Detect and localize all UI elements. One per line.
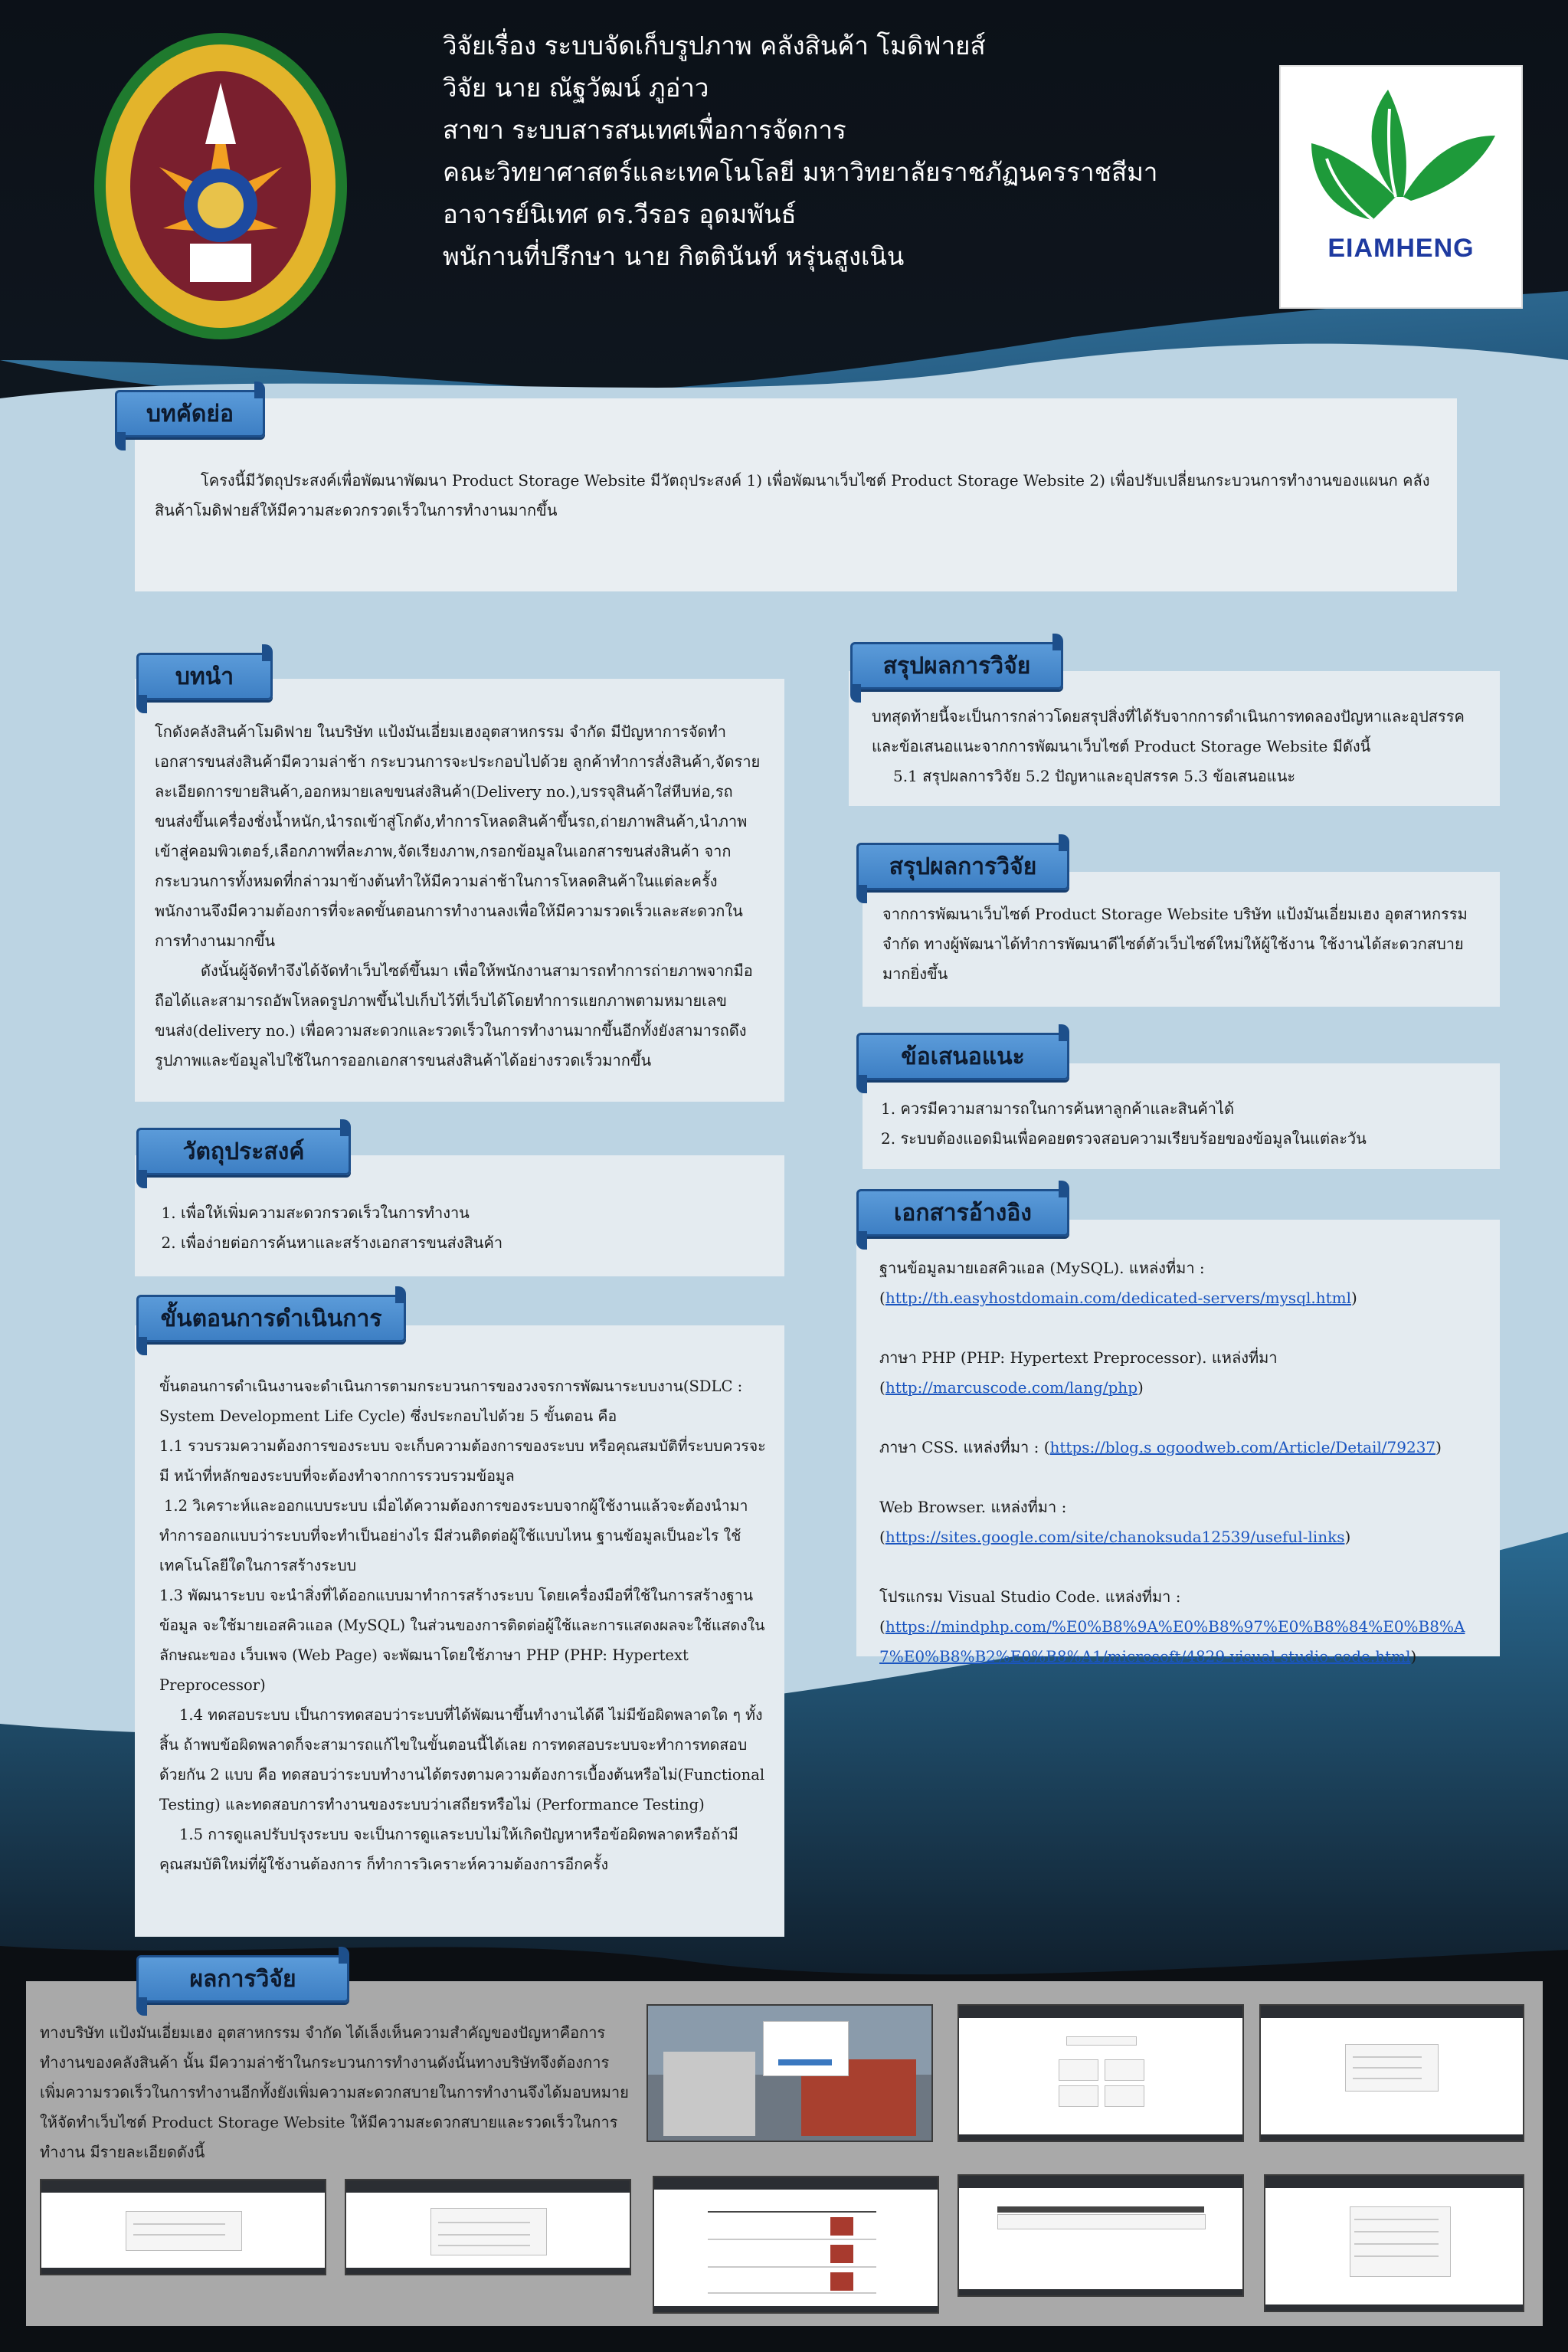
reference-row: ภาษา PHP (PHP: Hypertext Preprocessor). แหล่งที่มา (http://marcuscode.com/lang/php)	[879, 1348, 1278, 1397]
intro-heading: บทนำ	[136, 653, 273, 700]
abstract-heading: บทคัดย่อ	[115, 390, 265, 437]
company-logo	[1279, 65, 1523, 309]
screenshot-detail-form	[1264, 2174, 1524, 2312]
reference-label: Web Browser. แหล่งที่มา :	[879, 1498, 1067, 1516]
research-title: วิจัยเรื่อง ระบบจัดเก็บรูปภาพ คลังสินค้า โมดิฟายส์	[443, 31, 986, 61]
reference-link[interactable]: https://mindphp.com/%E0%B8%9A%E0%B8%97%E0%B8%84%E0%B8%A7%E0%B8%B2%E0%B8%A1/microsoft/4829-visual-studio-code.html	[879, 1617, 1465, 1666]
references-heading: เอกสารอ้างอิง	[856, 1189, 1069, 1237]
abstract-text: โครงนี้มีวัตถุประสงค์เพื่อพัฒนาพัฒนา Product Storage Website มีวัตถุประสงค์ 1) เพื่อพัฒนาเว็บไซต์ Product Storage Website 2) เพื่อปรับเปลี่ยนกระบวนการทำงานของแผนก คลังสินค้าโมดิฟายส์ให้มีความสะดวกรวดเร็วในการทำงานมากขึ้น	[155, 471, 1430, 519]
advisor-name: อาจารย์นิเทศ ดร.วีรอร อุดมพันธ์	[443, 199, 797, 229]
reference-link-row: (https://sites.google.com/site/chanoksuda12539/useful-links)	[879, 1528, 1351, 1546]
reference-link[interactable]: https://sites.google.com/site/chanoksuda12539/useful-links	[885, 1528, 1345, 1546]
references-panel	[856, 1220, 1500, 1666]
intro-paragraph-2: ดังนั้นผู้จัดทำจึงได้จัดทำเว็บไซต์ขึ้นมา เพื่อให้พนักงานสามารถทำการถ่ายภาพจากมือถือได้และสามารถอัพโหลดรูปภาพขึ้นไปเก็บไว้ที่เว็บได้โดยทำการแยกภาพตามหมายเลขขนส่ง(delivery no.) เพื่อความสะดวกและรวดเร็วในการทำงานมากขึ้นอีกทั้งยังสามารถดึงรูปภาพและข้อมูลไปใช้ในการออกเอกสารขนส่งสินค้าได้อย่างรวดเร็วมากขึ้น	[155, 961, 753, 1070]
procedure-panel	[135, 1325, 784, 1937]
reference-link[interactable]: http://marcuscode.com/lang/php	[885, 1378, 1138, 1397]
program-name: สาขา ระบบสารสนเทศเพื่อการจัดการ	[443, 115, 846, 145]
conclusion-panel	[863, 872, 1500, 1007]
procedure-step: 1.1 รวบรวมความต้องการของระบบ จะเก็บความต้องการของระบบ หรือคุณสมบัติที่ระบบควรจะมี หน้าที่หลักของระบบที่จะต้องทำจากการรวบรวมข้อมูล	[159, 1437, 766, 1485]
company-mentor-name: พนักานที่ปรึกษา นาย กิตตินันท์ หรุ่นสูงเนิน	[443, 241, 905, 271]
screenshot-dashboard	[957, 2004, 1244, 2142]
summary-text: บทสุดท้ายนี้จะเป็นการกล่าวโดยสรุปสิ่งที่ได้รับจากการดำเนินการทดลองปัญหาและอุปสรรคและข้อเสนอแนะจากการพัฒนาเว็บไซต์ Product Storage Website มีดังนี้	[872, 707, 1465, 755]
summary-items: 5.1 สรุปผลการวิจัย 5.2 ปัญหาและอุปสรรค 5.3 ข้อเสนอแนะ	[893, 767, 1296, 785]
suggestion-item: 1. ควรมีความสามารถในการค้นหาลูกค้าและสินค้าได้	[881, 1099, 1235, 1118]
results-text: ทางบริษัท แป้งมันเอี่ยมเฮง อุตสาหกรรม จำกัด ได้เล็งเห็นความสำคัญของปัญหาคือการทำงานของคลังสินค้า นั้น มีความล่าช้าในกระบวนการทำงานดังนั้นทางบริษัทจึงต้องการเพิ่มความรวดเร็วในการทำงานอีกทั้งยังเพิ่มความสะดวกสบายในการทำงานจึงได้มอบหมายให้จัดทำเว็บไซต์ Product Storage Website ให้มีความสะดวกสบายและรวดเร็วในการทำงาน มีรายละเอียดดังนี้	[40, 2023, 629, 2161]
procedure-step: 1.2 วิเคราะห์และออกแบบระบบ เมื่อได้ความต้องการของระบบจากผู้ใช้งานแล้วจะต้องนำมาทำการออกแบบว่าระบบที่จะทำเป็นอย่างไร มีส่วนติดต่อผู้ใช้แบบไหน ฐานข้อมูลเป็นอะไร ใช้เทคโนโลยีใดในการสร้างระบบ	[159, 1497, 748, 1574]
conclusion-heading: สรุปผลการวิจัย	[856, 843, 1069, 890]
screenshot-image-list	[653, 2176, 939, 2314]
reference-row: ภาษา CSS. แหล่งที่มา : (https://blog.s ogoodweb.com/Article/Detail/79237)	[879, 1438, 1442, 1456]
reference-label: ฐานข้อมูลมายเอสคิวแอล (MySQL). แหล่งที่มา :	[879, 1259, 1205, 1277]
intro-paragraph-1: โกดังคลังสินค้าโมดิฟาย ในบริษัท แป้งมันเอี่ยมเฮงอุตสาหกรรม จำกัด มีปัญหาการจัดทำเอกสารขนส่งสินค้ามีความล่าช้า กระบวนการจะประกอบไปด้วย ลูกค้าทำการสั่งสินค้า,จัดรายละเอียดการขายสินค้า,ออกหมายเลขขนส่งสินค้า(Delivery no.),บรรจุสินค้าใส่หีบห่อ,รถขนส่งขึ้นเครื่องชั่งน้ำหนัก,นำรถเข้าสู่โกดัง,ทำการโหลดสินค้าขึ้นรถ,ถ่ายภาพสินค้า,นำภาพเข้าสู่คอมพิวเตอร์,เลือกภาพที่ละภาพ,จัดเรียงภาพ,กรอกข้อมูลในเอกสารขนส่งสินค้า จากกระบวนการทั้งหมดที่กล่าวมาข้างต้นทำให้มีความล่าช้าในการโหลดสินค้าในแต่ละครั้งพนักงานจึงมีความต้องการที่จะลดขั้นตอนการทำงานลงเพื่อให้มีความรวดเร็วและสะดวกในการทำงานมากขึ้น	[155, 722, 761, 950]
poster-header	[443, 31, 1247, 283]
photo-screenshot-login	[647, 2004, 933, 2142]
summary-heading: สรุปผลการวิจัย	[850, 642, 1063, 690]
reference-label: ภาษา CSS. แหล่งที่มา :	[879, 1438, 1039, 1456]
screenshot-delivery-table	[957, 2174, 1244, 2297]
suggestions-heading: ข้อเสนอแนะ	[856, 1033, 1069, 1080]
reference-link-row: (https://mindphp.com/%E0%B8%9A%E0%B8%97%E0%B8%84%E0%B8%A7%E0%B8%B2%E0%B8%A1/microsoft/4829-visual-studio-code.html)	[879, 1617, 1465, 1666]
objective-item: 1. เพื่อให้เพิ่มความสะดวกรวดเร็วในการทำงาน	[181, 1198, 768, 1228]
university-emblem	[90, 29, 351, 343]
reference-link[interactable]: http://th.easyhostdomain.com/dedicated-servers/mysql.html	[885, 1289, 1352, 1307]
screenshot-search-form	[40, 2179, 326, 2275]
reference-link-row: (http://th.easyhostdomain.com/dedicated-servers/mysql.html)	[879, 1289, 1357, 1307]
abstract-panel	[135, 398, 1457, 591]
results-heading: ผลการวิจัย	[136, 1955, 349, 2003]
procedure-step: 1.4 ทดสอบระบบ เป็นการทดสอบว่าระบบที่ได้พัฒนาขึ้นทำงานได้ดี ไม่มีข้อผิดพลาดใด ๆ ทั้งสิ้น ถ้าพบข้อผิดพลาดก็จะสามารถแก้ไขในขั้นตอนนี้ได้เลย การทดสอบระบบจะทำการทดสอบด้วยกัน 2 แบบ คือ ทดสอบว่าระบบทำงานได้ตรงตามความต้องการเบื้องต้นหรือไม่(Functional Testing) และทดสอบการทำงานของระบบว่าเสถียรหรือไม่ (Performance Testing)	[159, 1706, 765, 1813]
faculty-name: คณะวิทยาศาสตร์และเทคโนโลยี มหาวิทยาลัยราชภัฏนครราชสีมา	[443, 157, 1158, 187]
procedure-intro: ขั้นตอนการดำเนินงานจะดำเนินการตามกระบวนการของวงจรการพัฒนาระบบงาน(SDLC : System Development Life Cycle) ซึ่งประกอบไปด้วย 5 ขั้นตอน คือ	[159, 1377, 743, 1425]
leaf-icon	[1281, 67, 1521, 228]
screenshot-form-small	[1259, 2004, 1524, 2142]
intro-panel	[135, 679, 784, 1102]
suggestion-item: 2. ระบบต้องแอดมินเพื่อคอยตรวจสอบความเรียบร้อยของข้อมูลในแต่ละวัน	[881, 1129, 1367, 1148]
procedure-step: 1.5 การดูแลปรับปรุงระบบ จะเป็นการดูแลระบบไม่ให้เกิดปัญหาหรือข้อผิดพลาดหรือถ้ามีคุณสมบัติใหม่ที่ผู้ใช้งานต้องการ ก็ทำการวิเคราะห์ความต้องการอีกครั้ง	[159, 1826, 738, 1873]
objectives-heading: วัตถุประสงค์	[136, 1128, 351, 1175]
procedure-heading: ขั้นตอนการดำเนินการ	[136, 1295, 406, 1342]
conclusion-text: จากการพัฒนาเว็บไซต์ Product Storage Website บริษัท แป้งมันเอี่ยมเฮง อุตสาหกรรม จำกัด ทางผู้พัฒนาได้ทำการพัฒนาดีไซต์ตัวเว็บไซต์ใหม่ให้ผู้ใช้งาน ใช้งานได้สะดวกสบายมากยิ่งขึ้น	[882, 905, 1468, 983]
reference-label: ภาษา PHP (PHP: Hypertext Preprocessor). แหล่งที่มา	[879, 1348, 1278, 1367]
company-logo-text: EIAMHENG	[1327, 234, 1475, 263]
screenshot-upload-form	[345, 2179, 631, 2275]
objective-item: 2. เพื่อง่ายต่อการค้นหาและสร้างเอกสารขนส่งสินค้า	[181, 1228, 768, 1258]
procedure-step: 1.3 พัฒนาระบบ จะนำสิ่งที่ได้ออกแบบมาทำการสร้างระบบ โดยเครื่องมือที่ใช้ในการสร้างฐานข้อมูล จะใช้มายเอสคิวแอล (MySQL) ในส่วนของการติดต่อผู้ใช้และการแสดงผลจะใช้แสดงในลักษณะของ เว็บเพจ (Web Page) จะพัฒนาโดยใช้ภาษา PHP (PHP: Hypertext Preprocessor)	[159, 1587, 765, 1694]
researcher-name: วิจัย นาย ณัฐวัฒน์ ภูอ่าว	[443, 73, 709, 103]
reference-label: โปรแกรม Visual Studio Code. แหล่งที่มา :	[879, 1587, 1181, 1606]
summary-panel	[849, 671, 1500, 806]
objectives-list	[152, 1198, 768, 1258]
reference-link[interactable]: https://blog.s ogoodweb.com/Article/Detail/79237	[1049, 1438, 1436, 1456]
